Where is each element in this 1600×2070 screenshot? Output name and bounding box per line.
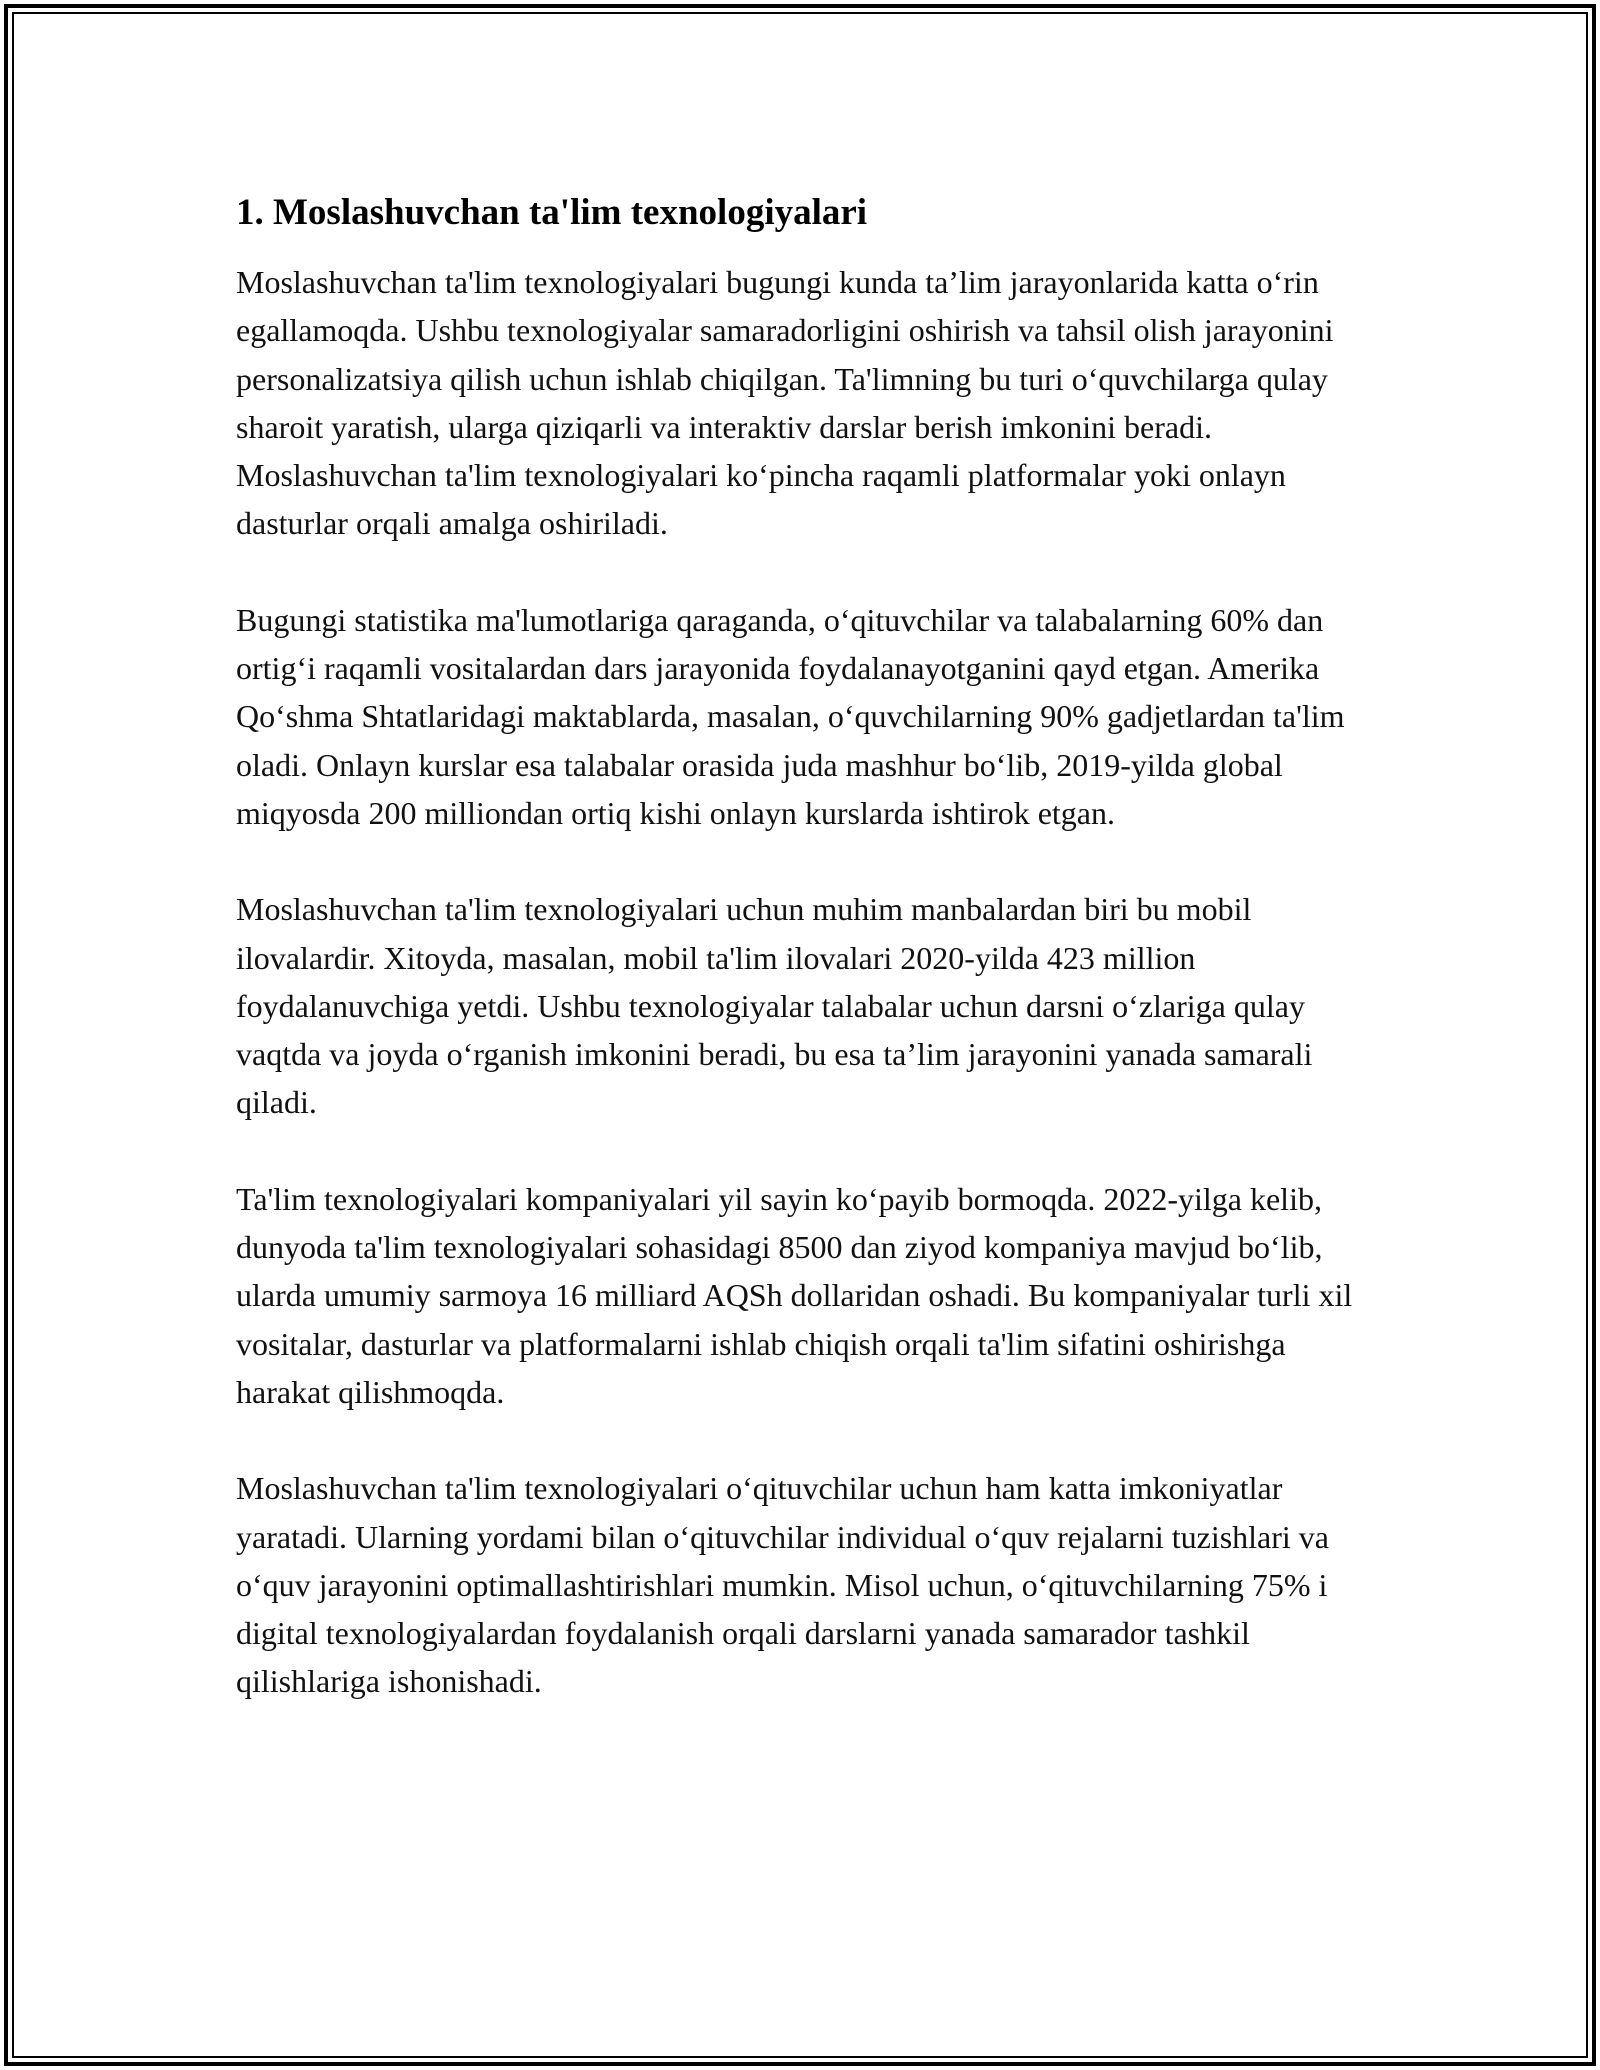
paragraph: Moslashuvchan ta'lim texnologiyalari o‘qituvchilar uchun ham katta imkoniyatlar yaratadi. Ularning yordami bilan o‘qituvchilar individual o‘quv rejalarni tuzishlari va o‘quv jarayonini optimallashtirishlari mumkin. Misol uchun, o‘qituvchilarning 75% i digital texnologiyalardan foydalanish orqali darslarni yanada samarador tashkil qilishlariga ishonishadi. <box>236 1470 1329 1700</box>
paragraph: Moslashuvchan ta'lim texnologiyalari uchun muhim manbalardan biri bu mobil ilovalardir. Xitoyda, masalan, mobil ta'lim ilovalari 2020-yilda 423 million foydalanuvchiga yetdi. Ushbu texnologiyalar talabalar uchun darsni o‘zlariga qulay vaqtda va joyda o‘rganish imkonini beradi, bu esa ta’lim jarayonini yanada samarali qiladi. <box>236 891 1313 1121</box>
paragraph: Moslashuvchan ta'lim texnologiyalari bugungi kunda ta’lim jarayonlarida katta o‘rin egallamoqda. Ushbu texnologiyalar samaradorligini oshirish va tahsil olish jarayonini personalizatsiya qilish uchun ishlab chiqilgan. Ta'limning bu turi o‘quvchilarga qulay sharoit yaratish, ularga qiziqarli va interaktiv darslar berish imkonini beradi. Moslashuvchan ta'lim texnologiyalari ko‘pincha raqamli platformalar yoki onlayn dasturlar orqali amalga oshiriladi. <box>236 264 1334 542</box>
paragraph: Bugungi statistika ma'lumotlariga qaraganda, o‘qituvchilar va talabalarning 60% dan ortig‘i raqamli vositalardan dars jarayonida foydalanayotganini qayd etgan. Amerika Qo‘shma Shtatlaridagi maktablarda, masalan, o‘quvchilarning 90% gadjetlardan ta'lim oladi. Onlayn kurslar esa talabalar orasida juda mashhur bo‘lib, 2019-yilda global miqyosda 200 milliondan ortiq kishi onlayn kurslarda ishtirok etgan. <box>236 601 1345 831</box>
paragraph: Ta'lim texnologiyalari kompaniyalari yil sayin ko‘payib bormoqda. 2022-yilga kelib, dunyoda ta'lim texnologiyalari sohasidagi 8500 dan ziyod kompaniya mavjud bo‘lib, ularda umumiy sarmoya 16 milliard AQSh dollaridan oshadi. Bu kompaniyalar turli xil vositalar, dasturlar va platformalarni ishlab chiqish orqali ta'lim sifatini oshirishga harakat qilishmoqda. <box>236 1180 1353 1410</box>
document-title: 1. Moslashuvchan ta'lim texnologiyalari <box>236 192 868 233</box>
document-body <box>236 186 1386 1706</box>
